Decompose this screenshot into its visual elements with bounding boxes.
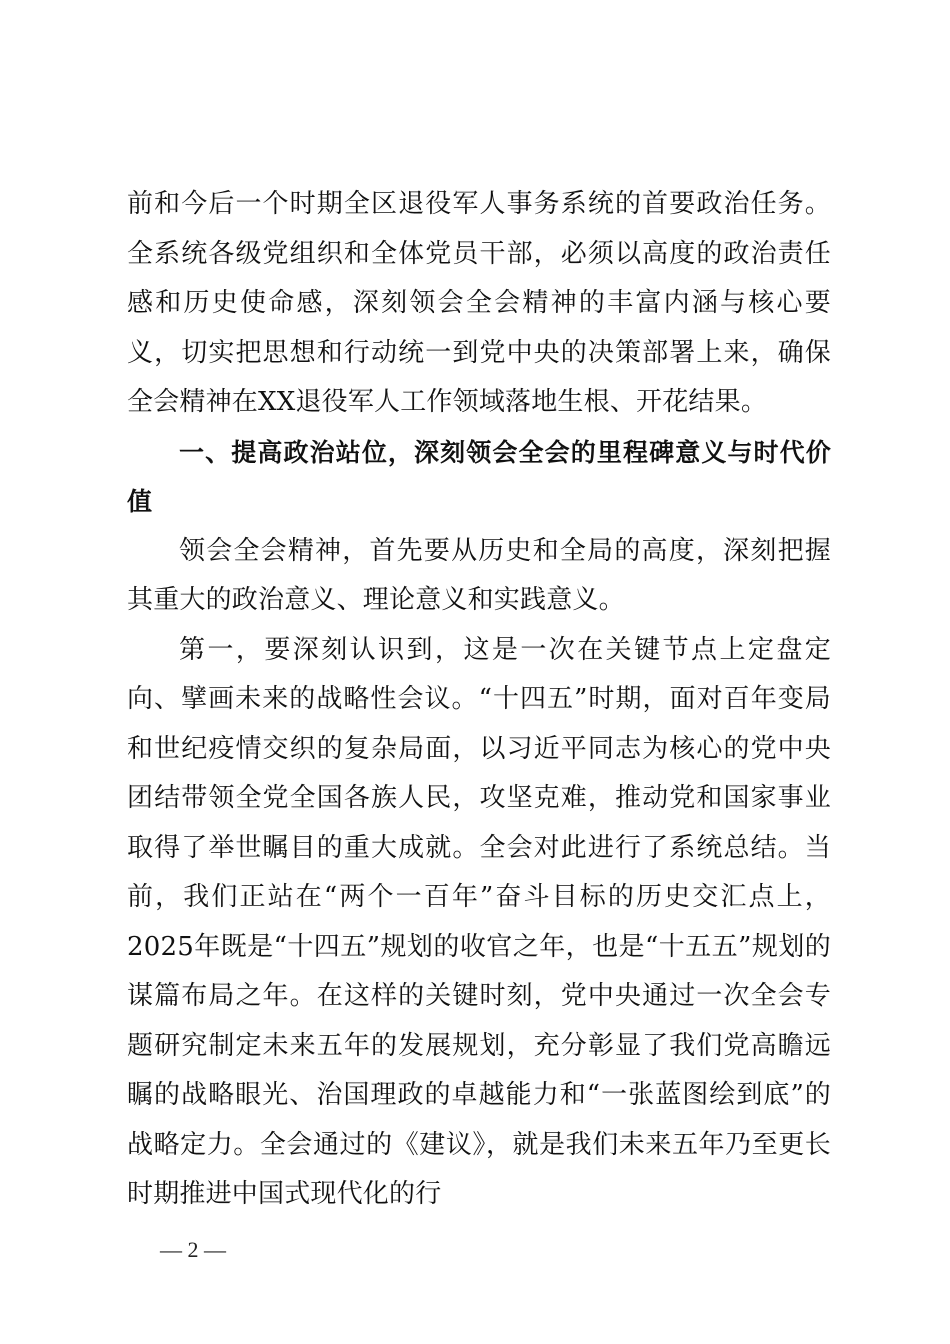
paragraph-continuation: 前和今后一个时期全区退役军人事务系统的首要政治任务。全系统各级党组织和全体党员干部，必须以高度的政治责任感和历史使命感，深刻领会全会精神的丰富内涵与核心要义，切实把思想和行动统一到党中央的决策部署上来，确保全会精神在XX退役军人工作领域落地生根、开花结果。 [127,189,831,417]
document-body [127,180,831,1220]
paragraph-first-point: 第一，要深刻认识到，这是一次在关键节点上定盘定向、擘画未来的战略性会议。“十四五”时期，面对百年变局和世纪疫情交织的复杂局面，以习近平同志为核心的党中央团结带领全党全国各族人民，攻坚克难，推动党和国家事业取得了举世瞩目的重大成就。全会对此进行了系统总结。当前，我们正站在“两个一百年”奋斗目标的历史交汇点上，2025年既是“十四五”规划的收官之年，也是“十五五”规划的谋篇布局之年。在这样的关键时刻，党中央通过一次全会专题研究制定未来五年的发展规划，充分彰显了我们党高瞻远瞩的战略眼光、治国理政的卓越能力和“一张蓝图绘到底”的战略定力。全会通过的《建议》，就是我们未来五年乃至更长时期推进中国式现代化的行 [127,634,831,1209]
paragraph-intro: 领会全会精神，首先要从历史和全局的高度，深刻把握其重大的政治意义、理论意义和实践意义。 [127,535,831,615]
page-number: — 2 — [160,1237,226,1262]
section-heading: 一、提高政治站位，深刻领会全会的里程碑意义与时代价值 [127,437,831,516]
